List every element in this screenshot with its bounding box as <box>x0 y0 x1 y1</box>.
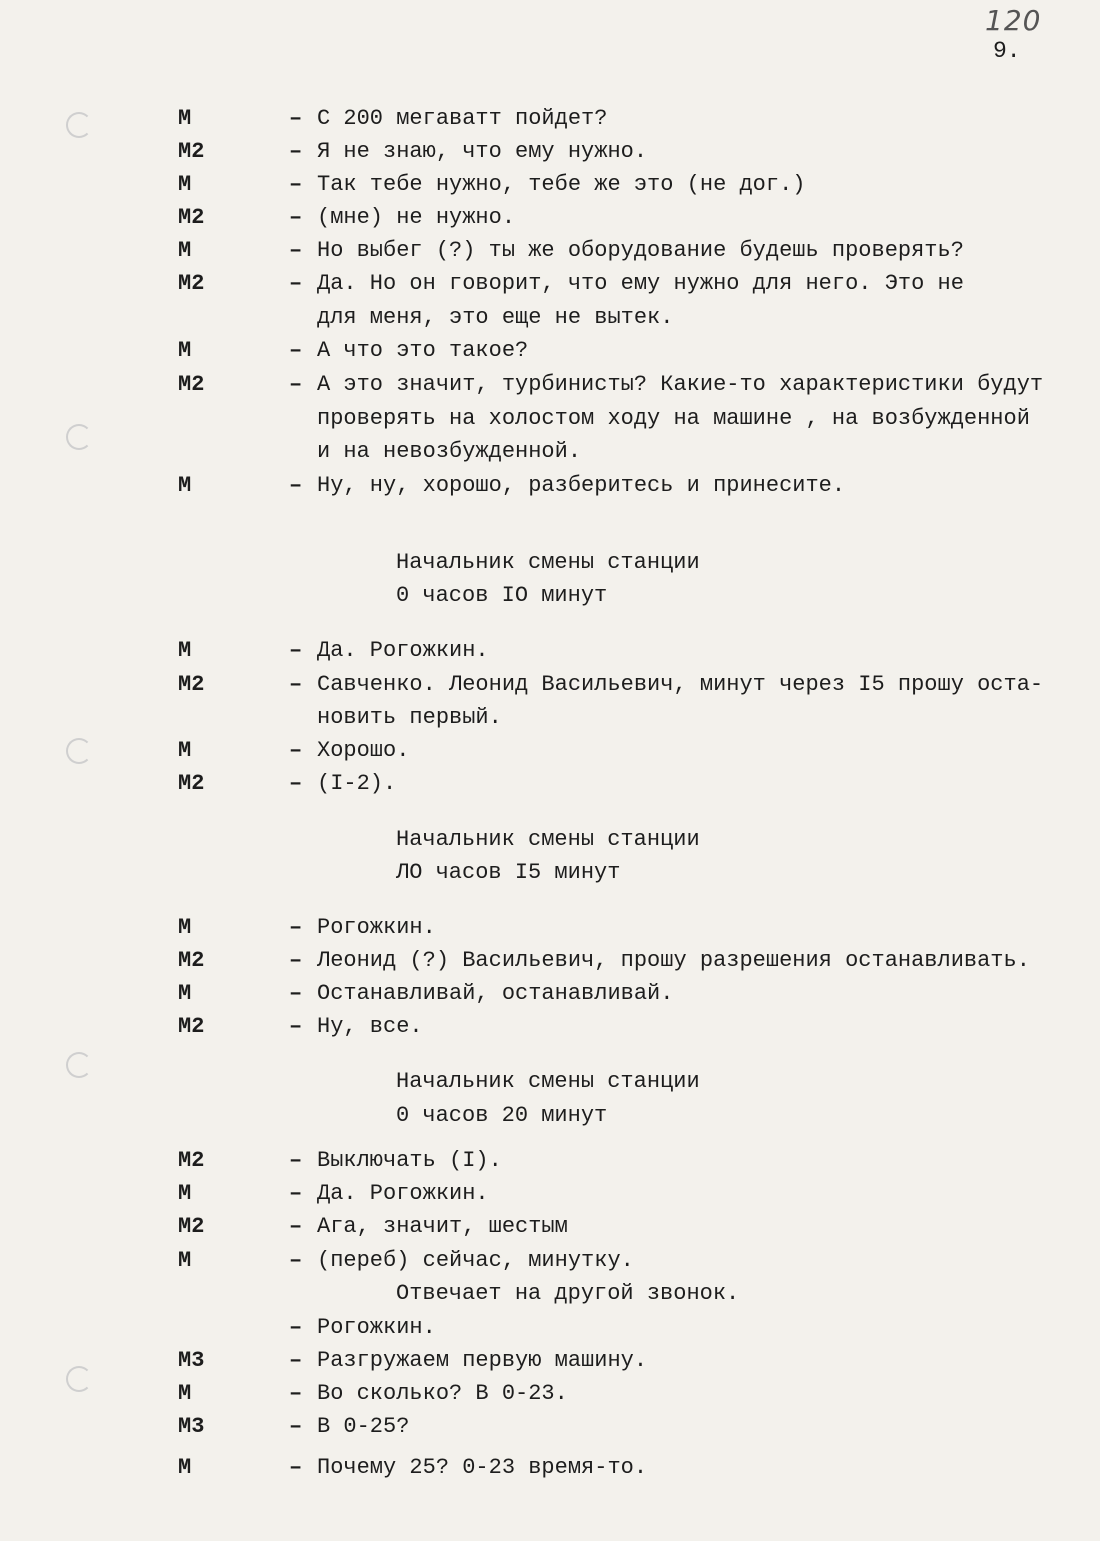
dialogue-text: проверять на холостом ходу на машине , на возбужденной <box>317 406 1030 431</box>
dialogue-dash: – <box>289 372 303 397</box>
dialogue-text: (мне) не нужно. <box>317 205 516 230</box>
dialogue-line <box>0 636 1100 670</box>
dialogue-dash: – <box>289 1181 303 1206</box>
speaker-label: М <box>178 1381 192 1406</box>
dialogue-line <box>0 170 1100 204</box>
dialogue-line <box>0 370 1100 404</box>
dialogue-text: Ну, ну, хорошо, разберитесь и принесите. <box>317 473 846 498</box>
dialogue-dash: – <box>289 915 303 940</box>
dialogue-dash: – <box>289 1414 303 1439</box>
dialogue-line <box>0 670 1100 704</box>
dialogue-text: Ага, значит, шестым <box>317 1214 568 1239</box>
stage-note: Отвечает на другой звонок. <box>396 1281 740 1306</box>
dialogue-text: Ну, все. <box>317 1014 423 1039</box>
speaker-label: М2 <box>178 672 205 697</box>
dialogue-line <box>0 946 1100 980</box>
speaker-label: М2 <box>178 1148 205 1173</box>
speaker-label: М <box>178 1181 192 1206</box>
dialogue-text: и на невозбужденной. <box>317 439 582 464</box>
dialogue-dash: – <box>289 1214 303 1239</box>
dialogue-line <box>0 769 1100 803</box>
dialogue-line <box>0 1179 1100 1213</box>
dialogue-line <box>0 203 1100 237</box>
dialogue-line <box>0 104 1100 138</box>
dialogue-line <box>0 1412 1100 1446</box>
dialogue-continuation <box>0 404 1100 438</box>
dialogue-text: (I-2). <box>317 771 397 796</box>
dialogue-text: Во сколько? В 0-23. <box>317 1381 568 1406</box>
dialogue-dash: – <box>289 1248 303 1273</box>
dialogue-continuation <box>0 703 1100 737</box>
dialogue-text: Леонид (?) Васильевич, прошу разрешения останавливать. <box>317 948 1030 973</box>
dialogue-line <box>0 1012 1100 1046</box>
dialogue-text: Да. Рогожкин. <box>317 1181 489 1206</box>
dialogue-text: Так тебе нужно, тебе же это (не дог.) <box>317 172 806 197</box>
dialogue-dash: – <box>289 1148 303 1173</box>
speaker-label: М <box>178 915 192 940</box>
dialogue-text: Разгружаем первую машину. <box>317 1348 648 1373</box>
speaker-label: М2 <box>178 1014 205 1039</box>
speaker-label: М <box>178 738 192 763</box>
dialogue-text: Хорошо. <box>317 738 410 763</box>
dialogue-text: для меня, это еще не вытек. <box>317 305 674 330</box>
dialogue-dash: – <box>289 238 303 263</box>
dialogue-dash: – <box>289 338 303 363</box>
section-title: Начальник смены станции <box>396 1069 700 1094</box>
speaker-label: М2 <box>178 771 205 796</box>
dialogue-line <box>0 236 1100 270</box>
dialogue-text: Савченко. Леонид Васильевич, минут через I5 прошу оста- <box>317 672 1044 697</box>
speaker-label: М2 <box>178 372 205 397</box>
dialogue-dash: – <box>289 1014 303 1039</box>
dialogue-dash: – <box>289 473 303 498</box>
page-number: 9. <box>993 38 1021 64</box>
dialogue-dash: – <box>289 172 303 197</box>
section-title: Начальник смены станции <box>396 827 700 852</box>
speaker-label: М3 <box>178 1414 205 1439</box>
dialogue-dash: – <box>289 139 303 164</box>
dialogue-text: Да. Рогожкин. <box>317 638 489 663</box>
dialogue-dash: – <box>289 638 303 663</box>
dialogue-dash: – <box>289 672 303 697</box>
dialogue-line <box>0 1246 1100 1280</box>
dialogue-text: Рогожкин. <box>317 1315 436 1340</box>
dialogue-text: А что это такое? <box>317 338 529 363</box>
dialogue-continuation <box>0 303 1100 337</box>
speaker-label: М <box>178 1248 192 1273</box>
dialogue-text: Да. Но он говорит, что ему нужно для него. Это не <box>317 271 964 296</box>
dialogue-dash: – <box>289 738 303 763</box>
dialogue-dash: – <box>289 1455 303 1480</box>
dialogue-dash: – <box>289 1348 303 1373</box>
dialogue-text: С 200 мегаватт пойдет? <box>317 106 608 131</box>
dialogue-dash: – <box>289 948 303 973</box>
dialogue-dash: – <box>289 106 303 131</box>
speaker-label: М2 <box>178 271 205 296</box>
dialogue-text: (переб) сейчас, минутку. <box>317 1248 634 1273</box>
speaker-label: М <box>178 981 192 1006</box>
dialogue-text: А это значит, турбинисты? Какие-то характеристики будут <box>317 372 1044 397</box>
archive-number: 120 <box>985 4 1042 37</box>
speaker-label: М2 <box>178 1214 205 1239</box>
dialogue-dash: – <box>289 205 303 230</box>
dialogue-dash: – <box>289 771 303 796</box>
dialogue-line <box>0 336 1100 370</box>
section-time: ЛО часов I5 минут <box>396 860 621 885</box>
speaker-label: М <box>178 638 192 663</box>
speaker-label: М <box>178 473 192 498</box>
dialogue-line <box>0 1146 1100 1180</box>
dialogue-line <box>0 736 1100 770</box>
dialogue-line <box>0 1313 1100 1347</box>
speaker-label: М <box>178 1455 192 1480</box>
dialogue-text: Но выбег (?) ты же оборудование будешь проверять? <box>317 238 964 263</box>
dialogue-text: новить первый. <box>317 705 502 730</box>
binder-hole <box>66 1052 92 1078</box>
dialogue-line <box>0 1346 1100 1380</box>
dialogue-text: В 0-25? <box>317 1414 410 1439</box>
dialogue-dash: – <box>289 981 303 1006</box>
dialogue-dash: – <box>289 1381 303 1406</box>
speaker-label: М3 <box>178 1348 205 1373</box>
speaker-label: М <box>178 238 192 263</box>
speaker-label: М <box>178 172 192 197</box>
dialogue-dash: – <box>289 1315 303 1340</box>
dialogue-line <box>0 269 1100 303</box>
dialogue-text: Рогожкин. <box>317 915 436 940</box>
dialogue-line <box>0 137 1100 171</box>
speaker-label: М <box>178 106 192 131</box>
speaker-label: М2 <box>178 139 205 164</box>
speaker-label: М <box>178 338 192 363</box>
speaker-label: М2 <box>178 205 205 230</box>
section-title: Начальник смены станции <box>396 550 700 575</box>
dialogue-line <box>0 913 1100 947</box>
dialogue-line <box>0 471 1100 505</box>
dialogue-line <box>0 1453 1100 1487</box>
dialogue-line <box>0 979 1100 1013</box>
dialogue-line <box>0 1379 1100 1413</box>
dialogue-text: Я не знаю, что ему нужно. <box>317 139 648 164</box>
dialogue-text: Выключать (I). <box>317 1148 502 1173</box>
dialogue-text: Почему 25? 0-23 время-то. <box>317 1455 648 1480</box>
speaker-label: М2 <box>178 948 205 973</box>
section-time: 0 часов 20 минут <box>396 1103 608 1128</box>
dialogue-continuation <box>0 437 1100 471</box>
dialogue-text: Останавливай, останавливай. <box>317 981 674 1006</box>
dialogue-dash: – <box>289 271 303 296</box>
section-time: 0 часов IО минут <box>396 583 608 608</box>
dialogue-line <box>0 1212 1100 1246</box>
